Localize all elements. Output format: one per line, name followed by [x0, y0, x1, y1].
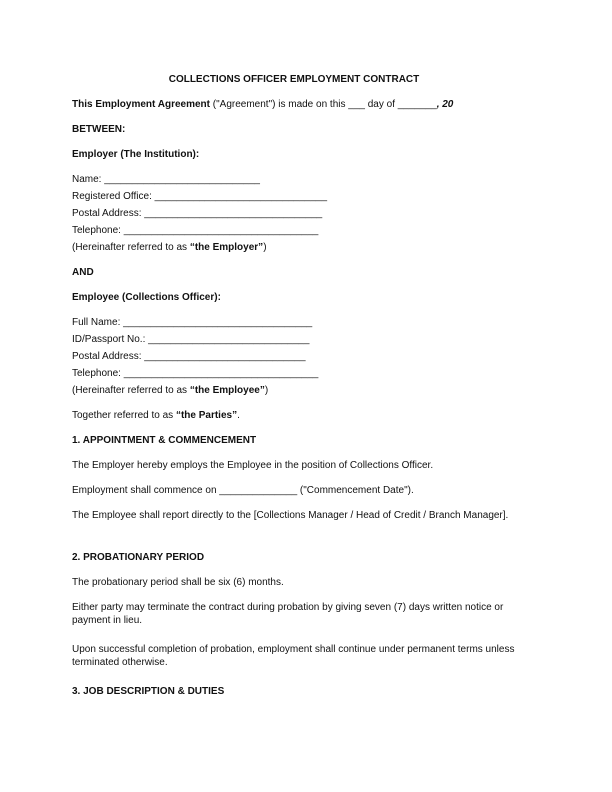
employee-name-field: Full Name: __________________________________: [72, 317, 313, 328]
intro-mid: ("Agreement") is made on this ___ day of _______: [210, 99, 437, 110]
employee-postal-field: Postal Address: _____________________________: [72, 351, 306, 362]
employee-id-field: ID/Passport No.: _____________________________: [72, 334, 310, 345]
intro-lead: This Employment Agreement: [72, 99, 210, 110]
section-1-paragraph-2: Employment shall commence on ______________ ("Commencement Date").: [72, 485, 414, 496]
employer-ref-suffix: ): [263, 242, 267, 253]
section-1-paragraph-1: The Employer hereby employs the Employee in the position of Collections Officer.: [72, 460, 434, 471]
employer-postal-field: Postal Address: ________________________________: [72, 208, 323, 219]
employee-reference: [72, 384, 268, 397]
parties-term: “the Parties”: [175, 410, 238, 421]
employer-name-field: Name: ____________________________: [72, 174, 260, 185]
intro-line: [72, 98, 453, 111]
intro-year: , 20: [436, 99, 454, 110]
and-heading: AND: [72, 267, 94, 278]
employee-heading: Employee (Collections Officer):: [72, 292, 221, 303]
section-2-paragraph-1: The probationary period shall be six (6) months.: [72, 577, 284, 588]
employer-reference: [72, 241, 267, 254]
section-2-paragraph-3: Upon successful completion of probation, employment shall continue under permanent terms unless terminated otherwise.: [72, 644, 515, 668]
document-title: COLLECTIONS OFFICER EMPLOYMENT CONTRACT: [168, 74, 420, 85]
section-1-heading: 1. APPOINTMENT & COMMENCEMENT: [72, 435, 257, 446]
parties-line: [72, 409, 240, 422]
employee-ref-prefix: (Hereinafter referred to as: [72, 385, 190, 396]
parties-prefix: Together referred to as: [72, 410, 176, 421]
employer-office-field: Registered Office: _______________________________: [72, 191, 328, 202]
section-2-heading: 2. PROBATIONARY PERIOD: [72, 552, 205, 563]
employee-ref-suffix: ): [264, 385, 269, 396]
employer-telephone-field: Telephone: ___________________________________: [72, 225, 319, 236]
employer-heading: Employer (The Institution):: [72, 149, 200, 160]
parties-suffix: .: [237, 410, 240, 421]
section-3-heading: 3. JOB DESCRIPTION & DUTIES: [72, 686, 225, 697]
employer-ref-term: “the Employer”: [189, 242, 264, 253]
employer-ref-prefix: (Hereinafter referred to as: [72, 242, 190, 253]
between-heading: BETWEEN:: [72, 124, 126, 135]
employee-telephone-field: Telephone: ___________________________________: [72, 368, 319, 379]
section-2-paragraph-2: Either party may terminate the contract during probation by giving seven (7) days written notice or payment in lieu.: [72, 602, 504, 626]
section-1-paragraph-3: The Employee shall report directly to the [Collections Manager / Head of Credit / Branch Manager].: [72, 510, 509, 521]
employee-ref-term: “the Employee”: [189, 385, 265, 396]
